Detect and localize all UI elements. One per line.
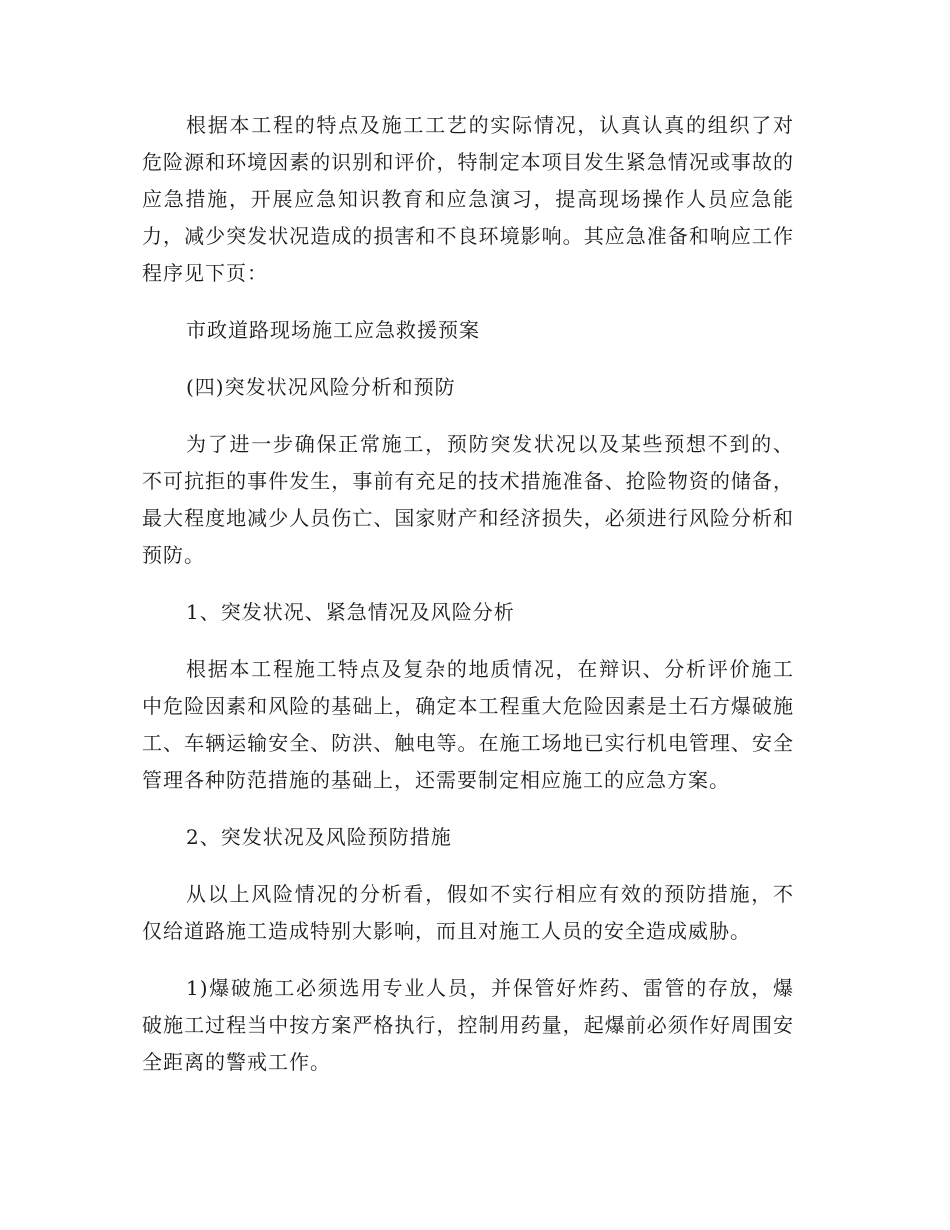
plan-title: 市政道路现场施工应急救援预案 [186,318,480,342]
risk-intro-paragraph: 为了进一步确保正常施工，预防突发状况以及某些预想不到的、不可抗拒的事件发生，事前有充足的技术措施准备、抢险物资的储备，最大程度地减少人员伤亡、国家财产和经济损失，必须进行风险分析和预防。 [142,432,794,567]
prevention-intro-paragraph: 从以上风险情况的分析看，假如不实行相应有效的预防措施，不仅给道路施工造成特别大影响，而且对施工人员的安全造成威胁。 [142,882,794,943]
section-heading-risk-analysis: (四)突发状况风险分析和预防 [186,375,456,399]
blasting-measure-paragraph: 1)爆破施工必须选用专业人员，并保管好炸药、雷管的存放，爆破施工过程当中按方案严格执行，控制用药量，起爆前必须作好周围安全距离的警戒工作。 [142,976,794,1074]
subsection-heading-2: 2、突发状况及风险预防措施 [186,825,452,849]
intro-paragraph: 根据本工程的特点及施工工艺的实际情况，认真认真的组织了对危险源和环境因素的识别和评价，特制定本项目发生紧急情况或事故的应急措施，开展应急知识教育和应急演习，提高现场操作人员应急能力，减少突发状况造成的损害和不良环境影响。其应急准备和响应工作程序见下页： [142,113,794,285]
subsection-heading-1: 1、突发状况、紧急情况及风险分析 [186,600,515,624]
document-body [142,107,794,1101]
risk-analysis-paragraph: 根据本工程施工特点及复杂的地质情况，在辩识、分析评价施工中危险因素和风险的基础上，确定本工程重大危险因素是土石方爆破施工、车辆运输安全、防洪、触电等。在施工场地已实行机电管理、安全管理各种防范措施的基础上，还需要制定相应施工的应急方案。 [142,657,794,792]
